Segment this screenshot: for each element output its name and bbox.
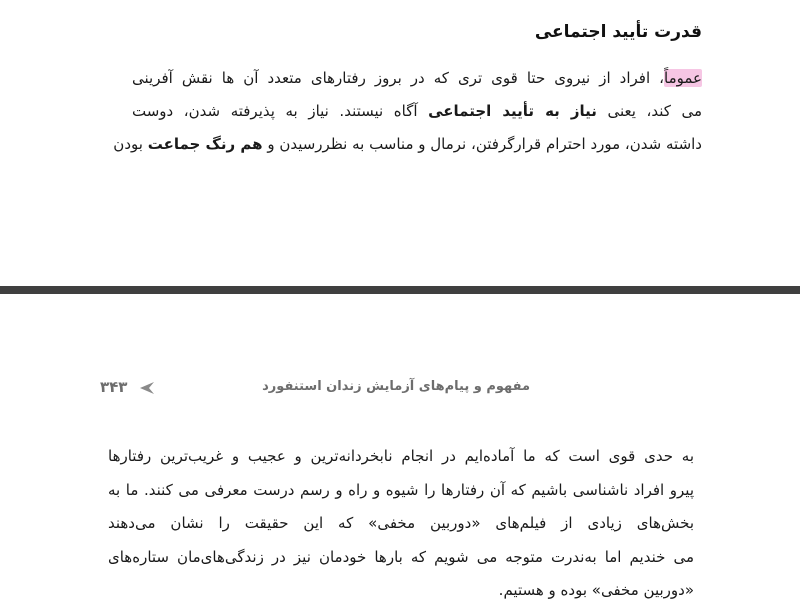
header-title: مفهوم و پیام‌های آزمایش زندان استنفورد	[262, 379, 530, 394]
section-heading: قدرت تأیید اجتماعی	[534, 22, 702, 42]
highlighted-text[interactable]: عموماً	[664, 69, 702, 87]
page-divider	[0, 286, 800, 294]
paragraph-line-3: بخش‌های زیادی از فیلم‌های «دوربین مخفی» که این حقیقت را نشان می‌دهند	[108, 514, 694, 532]
arrow-pointer-icon	[139, 380, 155, 394]
page-top	[0, 0, 800, 286]
bold-text: هم رنگ جماعت	[147, 135, 263, 153]
page-number-group	[100, 376, 155, 398]
paragraph-bottom	[108, 440, 694, 608]
paragraph-text: آگاه نیستند. نیاز به پذیرفته شدن، دوست	[132, 102, 429, 120]
paragraph-top	[113, 62, 702, 161]
paragraph-line-1	[132, 62, 702, 95]
paragraph-line-3	[113, 128, 702, 161]
paragraph-text: می کند، یعنی	[596, 102, 702, 120]
bold-text: نیاز به تأیید اجتماعی	[428, 102, 597, 120]
paragraph-line-2	[132, 95, 702, 128]
paragraph-text: ، افراد از نیروی حتا قوی تری که در بروز رفتارهای متعدد آن ها نقش آفرینی	[132, 69, 665, 87]
paragraph-line-2: پیرو افراد ناشناسی باشیم که آن رفتارها را شیوه و راه و رسم درست معرفی می کنند. ما به	[108, 480, 694, 499]
page-number: ۳۴۳	[100, 378, 128, 396]
paragraph-text: داشته شدن، مورد احترام قرارگرفتن، نرمال و مناسب به نظررسیدن و	[262, 135, 702, 153]
running-header	[0, 376, 800, 398]
paragraph-text: بودن	[113, 135, 148, 153]
paragraph-line-5: «دوربین مخفی» بوده و هستیم.	[498, 581, 694, 599]
page-bottom	[0, 294, 800, 610]
paragraph-line-1: به حدی قوی است که ما آماده‌ایم در انجام نابخردانه‌ترین و عجیب و غریب‌ترین رفتارها	[108, 447, 694, 465]
paragraph-line-4: می خندیم اما به‌ندرت متوجه می شویم که بارها خودمان نیز در زندگی‌های‌مان ستاره‌های	[108, 547, 694, 566]
